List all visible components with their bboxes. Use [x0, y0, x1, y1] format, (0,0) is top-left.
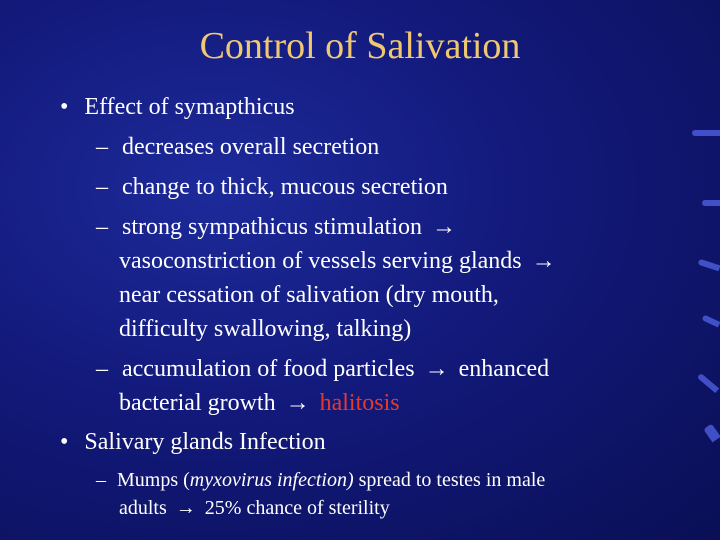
sub-item-text: Mumps ( — [117, 469, 190, 491]
decoration-mark — [702, 200, 720, 206]
sub-item-text: adults — [119, 497, 167, 519]
italic-text: myxovirus infection) — [189, 469, 354, 491]
sub-item — [96, 170, 448, 204]
sub-item-text: enhanced — [458, 356, 550, 382]
bullet-marker: • — [60, 429, 69, 455]
sub-item-continuation — [119, 244, 560, 278]
sub-item-text: decreases overall secretion — [122, 134, 380, 160]
dash-marker: – — [96, 469, 106, 491]
sub-item — [96, 210, 460, 244]
sub-item — [96, 130, 379, 164]
sub-item — [96, 466, 545, 494]
arrow-right-icon: → — [424, 356, 449, 382]
sub-item-text: vasoconstriction of vessels serving glands — [119, 248, 522, 274]
sub-item-continuation — [119, 278, 499, 312]
highlight-text: halitosis — [319, 390, 400, 416]
bullet-text: Effect of symapthicus — [84, 94, 295, 120]
arrow-right-icon: → — [285, 390, 310, 416]
sub-item-text: 25% chance of sterility — [204, 497, 390, 519]
sub-item — [96, 352, 549, 386]
dash-marker: – — [96, 174, 108, 200]
arrow-right-icon: → — [175, 497, 196, 519]
sub-item-text: change to thick, mucous secretion — [122, 174, 448, 200]
sub-item-continuation — [119, 312, 411, 346]
bullet-marker: • — [60, 94, 69, 120]
decoration-mark — [692, 130, 720, 136]
sub-item-continuation — [119, 494, 390, 522]
dash-marker: – — [96, 356, 108, 382]
sub-item-text: spread to testes in male — [353, 469, 546, 491]
bullet-1 — [60, 90, 295, 124]
decoration-mark — [698, 259, 720, 272]
bullet-2 — [60, 425, 326, 459]
decoration-mark — [702, 314, 720, 327]
sub-item-text: bacterial growth — [119, 390, 276, 416]
bullet-text: Salivary glands Infection — [84, 429, 326, 455]
slide-title: Control of Salivation — [199, 25, 521, 67]
sub-item-text: strong sympathicus stimulation — [122, 214, 422, 240]
sub-item-continuation — [119, 386, 400, 420]
sub-item-text: difficulty swallowing, talking) — [119, 316, 412, 342]
decoration-mark — [703, 424, 720, 443]
arrow-right-icon: → — [432, 214, 456, 240]
arrow-right-icon: → — [531, 248, 556, 274]
sub-item-text: near cessation of salivation (dry mouth, — [119, 282, 499, 308]
sub-item-text: accumulation of food particles — [122, 356, 415, 382]
decoration-mark — [697, 373, 719, 393]
dash-marker: – — [96, 134, 108, 160]
dash-marker: – — [96, 214, 108, 240]
